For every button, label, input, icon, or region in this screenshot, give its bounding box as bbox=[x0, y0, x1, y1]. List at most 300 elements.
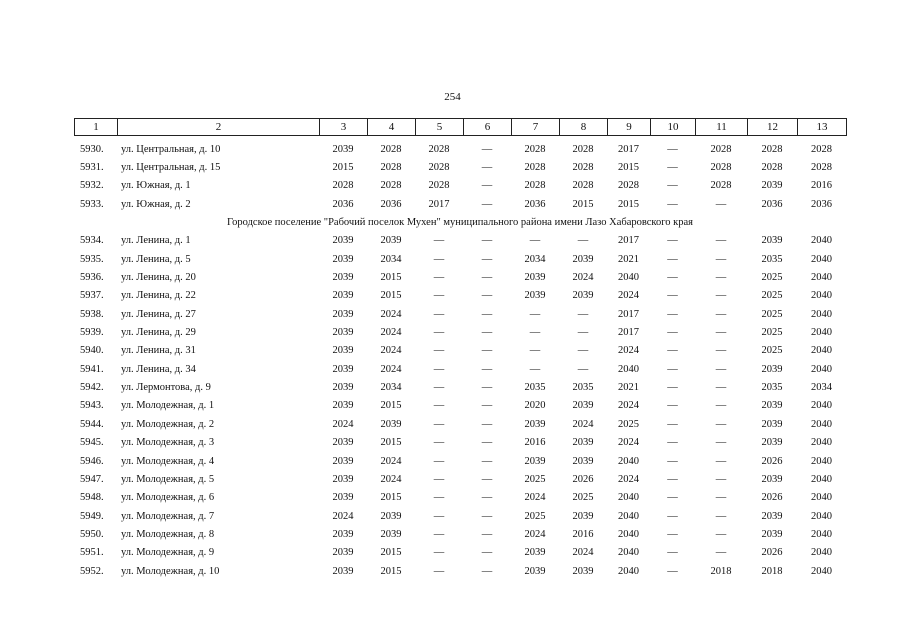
cell-col-11: 2028 bbox=[710, 143, 732, 155]
row-number: 5930. bbox=[80, 143, 104, 155]
row-number: 5936. bbox=[80, 272, 104, 284]
header-col-2: 2 bbox=[118, 119, 320, 136]
cell-col-13: 2028 bbox=[811, 162, 832, 174]
header-col-1: 1 bbox=[75, 119, 118, 136]
cell-col-3: 2015 bbox=[332, 162, 354, 174]
cell-col-12: 2026 bbox=[761, 492, 783, 504]
cell-col-3: 2039 bbox=[332, 327, 354, 339]
header-col-5: 5 bbox=[416, 119, 464, 136]
table-row bbox=[74, 507, 846, 525]
cell-col-7: 2039 bbox=[524, 565, 546, 577]
cell-col-6: — bbox=[481, 290, 493, 302]
cell-col-12: 2035 bbox=[761, 253, 783, 265]
header-col-3: 3 bbox=[320, 119, 368, 136]
cell-col-3: 2039 bbox=[332, 473, 354, 485]
row-number: 5941. bbox=[80, 363, 104, 375]
cell-col-5: — bbox=[433, 272, 445, 284]
cell-col-7: 2028 bbox=[524, 180, 546, 192]
row-number: 5931. bbox=[80, 162, 104, 174]
cell-col-4: 2015 bbox=[380, 400, 402, 412]
table-row bbox=[74, 305, 846, 323]
cell-col-10: — bbox=[667, 437, 678, 449]
cell-col-9: 2017 bbox=[618, 327, 639, 339]
table-row bbox=[74, 250, 846, 268]
cell-col-4: 2039 bbox=[380, 528, 402, 540]
header-row bbox=[75, 119, 847, 136]
header-col-4: 4 bbox=[368, 119, 416, 136]
cell-col-12: 2026 bbox=[761, 455, 783, 467]
row-address: ул. Центральная, д. 10 bbox=[121, 143, 221, 155]
row-number: 5949. bbox=[80, 510, 104, 522]
cell-col-13: 2040 bbox=[811, 492, 832, 504]
cell-col-8: 2035 bbox=[572, 382, 594, 394]
cell-col-5: 2028 bbox=[428, 180, 450, 192]
cell-col-9: 2017 bbox=[618, 143, 639, 155]
cell-col-7: 2028 bbox=[524, 143, 546, 155]
cell-col-11: — bbox=[715, 308, 727, 320]
cell-col-11: — bbox=[715, 272, 727, 284]
cell-col-5: — bbox=[433, 290, 445, 302]
row-address: ул. Молодежная, д. 7 bbox=[121, 510, 215, 522]
cell-col-8: 2024 bbox=[572, 547, 594, 559]
cell-col-7: 2028 bbox=[524, 162, 546, 174]
table-row bbox=[74, 378, 846, 396]
cell-col-13: 2040 bbox=[811, 327, 832, 339]
cell-col-4: 2015 bbox=[380, 437, 402, 449]
table-header bbox=[74, 118, 847, 136]
cell-col-4: 2039 bbox=[380, 510, 402, 522]
cell-col-13: 2034 bbox=[811, 382, 832, 394]
cell-col-8: — bbox=[577, 235, 589, 247]
cell-col-4: 2028 bbox=[380, 180, 402, 192]
cell-col-8: 2024 bbox=[572, 272, 594, 284]
cell-col-3: 2039 bbox=[332, 308, 354, 320]
cell-col-9: 2040 bbox=[618, 528, 639, 540]
cell-col-6: — bbox=[481, 418, 493, 430]
cell-col-13: 2040 bbox=[811, 272, 832, 284]
cell-col-11: — bbox=[715, 528, 727, 540]
cell-col-11: — bbox=[715, 547, 727, 559]
cell-col-6: — bbox=[481, 327, 493, 339]
cell-col-13: 2040 bbox=[811, 400, 832, 412]
cell-col-5: — bbox=[433, 547, 445, 559]
cell-col-11: — bbox=[715, 473, 727, 485]
cell-col-11: — bbox=[715, 437, 727, 449]
cell-col-12: 2039 bbox=[761, 400, 783, 412]
cell-col-12: 2028 bbox=[761, 162, 783, 174]
cell-col-11: — bbox=[715, 253, 727, 265]
cell-col-13: 2040 bbox=[811, 253, 832, 265]
row-number: 5945. bbox=[80, 437, 104, 449]
cell-col-5: 2028 bbox=[428, 143, 450, 155]
row-number: 5943. bbox=[80, 400, 104, 412]
cell-col-8: 2039 bbox=[572, 565, 594, 577]
cell-col-9: 2040 bbox=[618, 272, 639, 284]
cell-col-13: 2036 bbox=[811, 198, 832, 210]
cell-col-9: 2021 bbox=[618, 382, 639, 394]
cell-col-9: 2040 bbox=[618, 565, 639, 577]
cell-col-5: — bbox=[433, 400, 445, 412]
table-row bbox=[74, 397, 846, 415]
row-address: ул. Молодежная, д. 8 bbox=[121, 528, 215, 540]
table-row bbox=[74, 489, 846, 507]
cell-col-3: 2039 bbox=[332, 290, 354, 302]
cell-col-6: — bbox=[481, 382, 493, 394]
header-col-6: 6 bbox=[464, 119, 512, 136]
row-number: 5952. bbox=[80, 565, 104, 577]
row-number: 5935. bbox=[80, 253, 104, 265]
rows-bottom bbox=[74, 232, 846, 581]
cell-col-6: — bbox=[481, 143, 493, 155]
cell-col-3: 2039 bbox=[332, 492, 354, 504]
cell-col-7: — bbox=[529, 308, 541, 320]
cell-col-3: 2039 bbox=[332, 455, 354, 467]
row-address: ул. Ленина, д. 5 bbox=[121, 253, 191, 265]
table-row bbox=[74, 470, 846, 488]
cell-col-9: 2024 bbox=[618, 290, 639, 302]
row-address: ул. Молодежная, д. 5 bbox=[121, 473, 215, 485]
cell-col-10: — bbox=[667, 400, 678, 412]
cell-col-4: 2034 bbox=[380, 382, 402, 394]
cell-col-11: — bbox=[715, 198, 727, 210]
cell-col-4: 2034 bbox=[380, 253, 402, 265]
cell-col-11: — bbox=[715, 400, 727, 412]
cell-col-9: 2024 bbox=[618, 345, 639, 357]
header-col-9: 9 bbox=[608, 119, 651, 136]
cell-col-12: 2039 bbox=[761, 510, 783, 522]
cell-col-3: 2039 bbox=[332, 382, 354, 394]
table-row bbox=[74, 415, 846, 433]
cell-col-8: 2039 bbox=[572, 290, 594, 302]
cell-col-9: 2024 bbox=[618, 437, 639, 449]
cell-col-12: 2039 bbox=[761, 363, 783, 375]
cell-col-10: — bbox=[667, 473, 678, 485]
row-number: 5942. bbox=[80, 382, 104, 394]
cell-col-6: — bbox=[481, 528, 493, 540]
cell-col-7: 2039 bbox=[524, 455, 546, 467]
cell-col-13: 2028 bbox=[811, 143, 832, 155]
cell-col-6: — bbox=[481, 400, 493, 412]
cell-col-9: 2040 bbox=[618, 492, 639, 504]
cell-col-5: — bbox=[433, 382, 445, 394]
cell-col-11: — bbox=[715, 510, 727, 522]
data-table bbox=[74, 140, 846, 580]
cell-col-12: 2039 bbox=[761, 528, 783, 540]
cell-col-7: 2020 bbox=[524, 400, 546, 412]
cell-col-7: 2036 bbox=[524, 198, 546, 210]
row-address: ул. Центральная, д. 15 bbox=[121, 162, 221, 174]
row-number: 5948. bbox=[80, 492, 104, 504]
row-address: ул. Ленина, д. 31 bbox=[121, 345, 196, 357]
cell-col-5: 2017 bbox=[428, 198, 450, 210]
cell-col-11: — bbox=[715, 492, 727, 504]
row-address: ул. Ленина, д. 1 bbox=[121, 235, 191, 247]
header-col-8: 8 bbox=[560, 119, 608, 136]
cell-col-13: 2040 bbox=[811, 363, 832, 375]
cell-col-10: — bbox=[667, 363, 678, 375]
cell-col-7: 2039 bbox=[524, 272, 546, 284]
cell-col-8: 2039 bbox=[572, 437, 594, 449]
cell-col-5: — bbox=[433, 418, 445, 430]
table-row bbox=[74, 434, 846, 452]
cell-col-8: 2028 bbox=[572, 143, 594, 155]
cell-col-12: 2039 bbox=[761, 418, 783, 430]
cell-col-6: — bbox=[481, 473, 493, 485]
cell-col-4: 2015 bbox=[380, 492, 402, 504]
cell-col-7: — bbox=[529, 327, 541, 339]
row-address: ул. Ленина, д. 20 bbox=[121, 272, 196, 284]
cell-col-3: 2039 bbox=[332, 565, 354, 577]
cell-col-12: 2039 bbox=[761, 180, 783, 192]
cell-col-4: 2039 bbox=[380, 418, 402, 430]
cell-col-8: 2039 bbox=[572, 253, 594, 265]
cell-col-8: — bbox=[577, 308, 589, 320]
row-number: 5946. bbox=[80, 455, 104, 467]
row-address: ул. Молодежная, д. 9 bbox=[121, 547, 215, 559]
cell-col-7: 2035 bbox=[524, 382, 546, 394]
cell-col-7: 2025 bbox=[524, 510, 546, 522]
cell-col-13: 2016 bbox=[811, 180, 832, 192]
row-number: 5939. bbox=[80, 327, 104, 339]
cell-col-10: — bbox=[667, 162, 678, 174]
cell-col-11: 2018 bbox=[710, 565, 732, 577]
cell-col-7: 2025 bbox=[524, 473, 546, 485]
header-col-10: 10 bbox=[651, 119, 696, 136]
cell-col-10: — bbox=[667, 492, 678, 504]
cell-col-6: — bbox=[481, 345, 493, 357]
row-address: ул. Ленина, д. 34 bbox=[121, 363, 196, 375]
cell-col-13: 2040 bbox=[811, 345, 832, 357]
table-row bbox=[74, 177, 846, 195]
cell-col-5: — bbox=[433, 345, 445, 357]
section-title: Городское поселение "Рабочий поселок Мухен" муниципального района имени Лазо Хабаровского края bbox=[226, 217, 694, 229]
cell-col-3: 2039 bbox=[332, 437, 354, 449]
section-row bbox=[74, 213, 846, 231]
cell-col-13: 2040 bbox=[811, 437, 832, 449]
row-number: 5932. bbox=[80, 180, 104, 192]
cell-col-10: — bbox=[667, 272, 678, 284]
cell-col-12: 2039 bbox=[761, 473, 783, 485]
cell-col-4: 2028 bbox=[380, 162, 402, 174]
cell-col-3: 2039 bbox=[332, 345, 354, 357]
cell-col-4: 2015 bbox=[380, 565, 402, 577]
table-row bbox=[74, 342, 846, 360]
row-number: 5940. bbox=[80, 345, 104, 357]
row-number: 5950. bbox=[80, 528, 104, 540]
cell-col-3: 2024 bbox=[332, 418, 354, 430]
cell-col-3: 2039 bbox=[332, 235, 354, 247]
cell-col-12: 2025 bbox=[761, 272, 783, 284]
cell-col-9: 2015 bbox=[618, 162, 639, 174]
row-number: 5937. bbox=[80, 290, 104, 302]
cell-col-4: 2015 bbox=[380, 272, 402, 284]
cell-col-8: 2015 bbox=[572, 198, 594, 210]
header-col-7: 7 bbox=[512, 119, 560, 136]
row-address: ул. Молодежная, д. 3 bbox=[121, 437, 215, 449]
table-row bbox=[74, 232, 846, 250]
cell-col-5: — bbox=[433, 235, 445, 247]
row-address: ул. Молодежная, д. 6 bbox=[121, 492, 215, 504]
cell-col-11: — bbox=[715, 382, 727, 394]
cell-col-7: 2024 bbox=[524, 528, 546, 540]
cell-col-7: — bbox=[529, 363, 541, 375]
cell-col-11: — bbox=[715, 363, 727, 375]
row-number: 5938. bbox=[80, 308, 104, 320]
cell-col-6: — bbox=[481, 565, 493, 577]
cell-col-10: — bbox=[667, 565, 678, 577]
cell-col-5: — bbox=[433, 327, 445, 339]
cell-col-6: — bbox=[481, 492, 493, 504]
table-row bbox=[74, 360, 846, 378]
table-row bbox=[74, 287, 846, 305]
row-number: 5944. bbox=[80, 418, 104, 430]
row-address: ул. Молодежная, д. 1 bbox=[121, 400, 215, 412]
cell-col-13: 2040 bbox=[811, 290, 832, 302]
cell-col-9: 2015 bbox=[618, 198, 639, 210]
cell-col-5: — bbox=[433, 528, 445, 540]
table-row bbox=[74, 158, 846, 176]
cell-col-9: 2024 bbox=[618, 400, 639, 412]
cell-col-10: — bbox=[667, 235, 678, 247]
cell-col-4: 2039 bbox=[380, 235, 402, 247]
cell-col-9: 2021 bbox=[618, 253, 639, 265]
cell-col-7: 2039 bbox=[524, 418, 546, 430]
cell-col-8: 2025 bbox=[572, 492, 594, 504]
row-address: ул. Южная, д. 2 bbox=[121, 198, 191, 210]
cell-col-10: — bbox=[667, 143, 678, 155]
cell-col-12: 2025 bbox=[761, 308, 783, 320]
cell-col-9: 2024 bbox=[618, 473, 639, 485]
row-address: ул. Ленина, д. 29 bbox=[121, 327, 196, 339]
header-col-11: 11 bbox=[696, 119, 748, 136]
cell-col-5: — bbox=[433, 492, 445, 504]
cell-col-8: — bbox=[577, 345, 589, 357]
row-address: ул. Южная, д. 1 bbox=[121, 180, 191, 192]
cell-col-11: — bbox=[715, 418, 727, 430]
cell-col-3: 2024 bbox=[332, 510, 354, 522]
cell-col-5: — bbox=[433, 473, 445, 485]
table-row bbox=[74, 323, 846, 341]
cell-col-10: — bbox=[667, 290, 678, 302]
cell-col-6: — bbox=[481, 437, 493, 449]
cell-col-12: 2025 bbox=[761, 327, 783, 339]
cell-col-8: 2028 bbox=[572, 180, 594, 192]
cell-col-13: 2040 bbox=[811, 510, 832, 522]
cell-col-5: — bbox=[433, 363, 445, 375]
header-col-13: 13 bbox=[798, 119, 847, 136]
cell-col-7: — bbox=[529, 345, 541, 357]
cell-col-4: 2024 bbox=[380, 363, 402, 375]
cell-col-3: 2036 bbox=[332, 198, 354, 210]
rows-top bbox=[74, 140, 846, 213]
cell-col-10: — bbox=[667, 198, 678, 210]
cell-col-8: 2028 bbox=[572, 162, 594, 174]
cell-col-4: 2024 bbox=[380, 327, 402, 339]
cell-col-3: 2039 bbox=[332, 143, 354, 155]
cell-col-10: — bbox=[667, 308, 678, 320]
cell-col-8: 2039 bbox=[572, 400, 594, 412]
cell-col-6: — bbox=[481, 162, 493, 174]
cell-col-3: 2028 bbox=[332, 180, 354, 192]
cell-col-10: — bbox=[667, 382, 678, 394]
cell-col-6: — bbox=[481, 455, 493, 467]
cell-col-9: 2028 bbox=[618, 180, 639, 192]
cell-col-7: — bbox=[529, 235, 541, 247]
row-number: 5934. bbox=[80, 235, 104, 247]
row-address: ул. Молодежная, д. 10 bbox=[121, 565, 220, 577]
cell-col-5: — bbox=[433, 437, 445, 449]
cell-col-13: 2040 bbox=[811, 547, 832, 559]
cell-col-7: 2016 bbox=[524, 437, 546, 449]
page-number: 254 bbox=[444, 91, 461, 103]
cell-col-13: 2040 bbox=[811, 308, 832, 320]
cell-col-10: — bbox=[667, 327, 678, 339]
cell-col-10: — bbox=[667, 180, 678, 192]
cell-col-12: 2028 bbox=[761, 143, 783, 155]
cell-col-6: — bbox=[481, 363, 493, 375]
cell-col-5: — bbox=[433, 565, 445, 577]
row-number: 5947. bbox=[80, 473, 104, 485]
cell-col-8: 2016 bbox=[572, 528, 594, 540]
cell-col-6: — bbox=[481, 198, 493, 210]
cell-col-6: — bbox=[481, 510, 493, 522]
cell-col-13: 2040 bbox=[811, 455, 832, 467]
cell-col-9: 2040 bbox=[618, 455, 639, 467]
cell-col-8: 2039 bbox=[572, 510, 594, 522]
cell-col-10: — bbox=[667, 418, 678, 430]
cell-col-5: 2028 bbox=[428, 162, 450, 174]
cell-col-9: 2040 bbox=[618, 363, 639, 375]
row-address: ул. Молодежная, д. 2 bbox=[121, 418, 215, 430]
cell-col-3: 2039 bbox=[332, 363, 354, 375]
cell-col-10: — bbox=[667, 253, 678, 265]
row-address: ул. Молодежная, д. 4 bbox=[121, 455, 215, 467]
row-address: ул. Ленина, д. 22 bbox=[121, 290, 196, 302]
cell-col-10: — bbox=[667, 455, 678, 467]
cell-col-11: 2028 bbox=[710, 162, 732, 174]
cell-col-12: 2025 bbox=[761, 290, 783, 302]
cell-col-11: — bbox=[715, 455, 727, 467]
cell-col-12: 2018 bbox=[761, 565, 783, 577]
cell-col-9: 2017 bbox=[618, 235, 639, 247]
cell-col-7: 2039 bbox=[524, 290, 546, 302]
cell-col-5: — bbox=[433, 455, 445, 467]
cell-col-11: 2028 bbox=[710, 180, 732, 192]
cell-col-10: — bbox=[667, 547, 678, 559]
cell-col-9: 2017 bbox=[618, 308, 639, 320]
cell-col-4: 2024 bbox=[380, 345, 402, 357]
cell-col-5: — bbox=[433, 510, 445, 522]
cell-col-3: 2039 bbox=[332, 547, 354, 559]
cell-col-10: — bbox=[667, 510, 678, 522]
row-address: ул. Лермонтова, д. 9 bbox=[121, 382, 211, 394]
cell-col-8: 2039 bbox=[572, 455, 594, 467]
cell-col-4: 2036 bbox=[380, 198, 402, 210]
table-row bbox=[74, 140, 846, 158]
table-row bbox=[74, 195, 846, 213]
cell-col-3: 2039 bbox=[332, 528, 354, 540]
cell-col-4: 2015 bbox=[380, 290, 402, 302]
cell-col-13: 2040 bbox=[811, 418, 832, 430]
cell-col-12: 2025 bbox=[761, 345, 783, 357]
cell-col-3: 2039 bbox=[332, 400, 354, 412]
cell-col-9: 2040 bbox=[618, 547, 639, 559]
cell-col-7: 2039 bbox=[524, 547, 546, 559]
row-number: 5933. bbox=[80, 198, 104, 210]
table-row bbox=[74, 562, 846, 580]
table-row bbox=[74, 268, 846, 286]
cell-col-6: — bbox=[481, 547, 493, 559]
